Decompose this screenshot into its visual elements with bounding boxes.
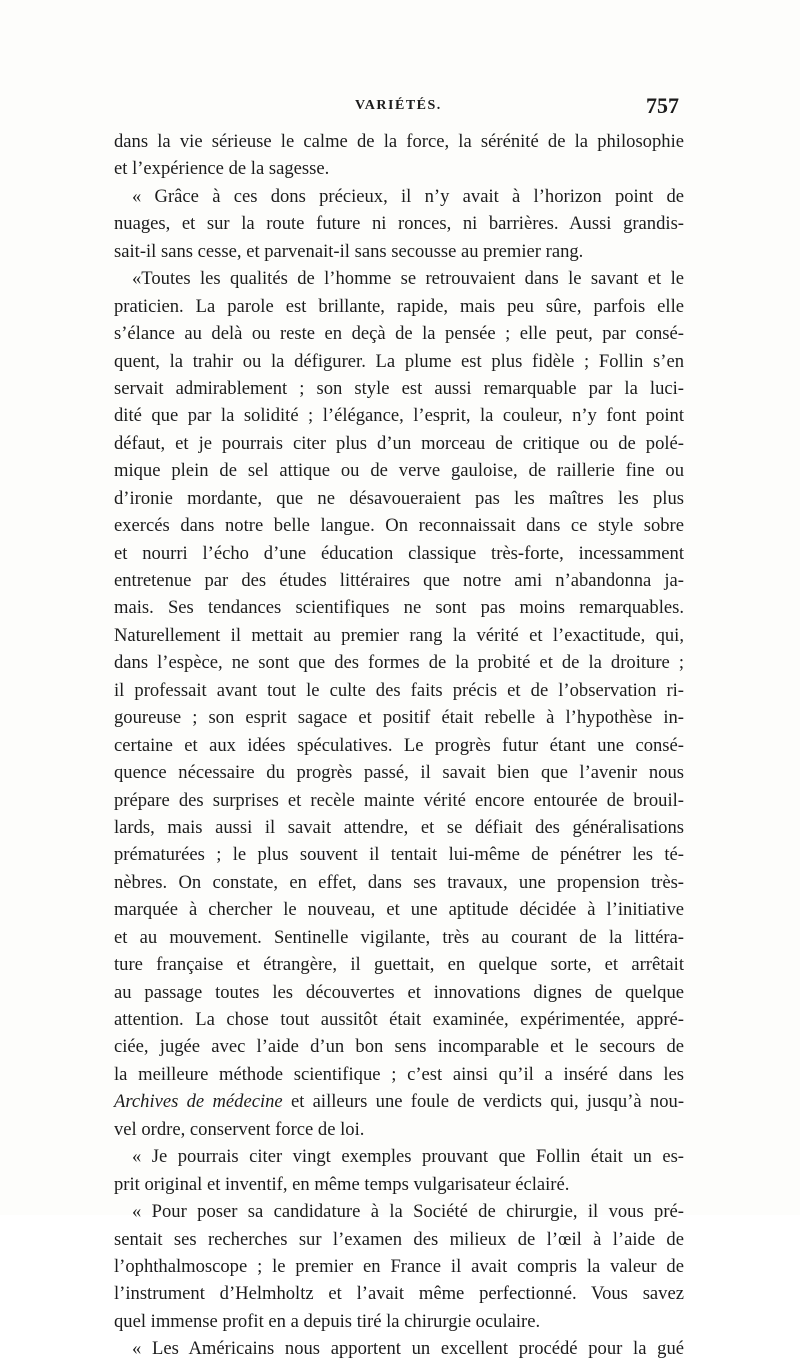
text-line [114,649,684,676]
line-text: mais. Ses tendances scientifiques ne sont pas moins remarquables. [114,597,684,619]
line-text: et ailleurs une foule de verdicts qui, jusqu’à nou- [282,1091,685,1113]
line-text: goureuse ; son esprit sagace et positif était rebelle à l’hypothèse in- [114,707,684,729]
text-line [114,1198,684,1225]
text-line [114,238,684,265]
line-text: mique plein de sel attique ou de verve gauloise, de raillerie fine ou [114,460,684,482]
text-line [114,512,684,539]
line-text: quence nécessaire du progrès passé, il savait bien que l’avenir nous [114,762,684,784]
line-text: « Grâce à ces dons précieux, il n’y avait à l’horizon point de [132,185,684,207]
text-line [114,979,684,1006]
text-line [114,457,684,484]
text-line [114,265,684,292]
text-line [114,183,684,210]
line-text: nèbres. On constate, en effet, dans ses travaux, une propension très- [114,871,684,893]
line-text: prépare des surprises et recèle mainte vérité encore entourée de brouil- [114,789,684,811]
line-text: entretenue par des études littéraires que notre ami n’abandonna ja- [114,570,684,591]
text-line [114,1088,684,1115]
line-text: et au mouvement. Sentinelle vigilante, très au courant de la littéra- [114,926,684,948]
line-text: praticien. La parole est brillante, rapide, mais peu sûre, parfois elle [114,295,684,317]
text-line [114,1226,684,1253]
line-text: exercés dans notre belle langue. On reconnaissait dans ce style sobre [114,515,684,537]
text-line [114,704,684,731]
line-text: défaut, et je pourrais citer plus d’un morceau de critique ou de polé- [114,432,684,454]
running-header [0,93,800,120]
text-line [114,622,684,649]
text-line [114,896,684,923]
text-line [114,869,684,896]
text-line [114,320,684,347]
body-text [114,128,684,1363]
text-line [114,430,684,457]
text-line [114,594,684,621]
line-text: « Les Américains nous apportent un excellent procédé pour la gué [132,1338,684,1360]
line-text: quent, la trahir ou la défigurer. La plume est plus fidèle ; Follin s’en [114,350,684,372]
line-text: ture française et étrangère, il guettait, en quelque sorte, et arrêtait [114,954,684,976]
text-line [114,348,684,375]
text-line [114,951,684,978]
line-text: sentait ses recherches sur l’examen des milieux de l’œil à l’aide de [114,1228,684,1250]
text-line [114,1171,684,1198]
text-line [114,128,684,155]
text-line [114,485,684,512]
text-line [114,1308,684,1335]
text-line [114,1143,684,1170]
line-text: au passage toutes les découvertes et innovations dignes de quelque [114,981,684,1003]
line-text: Naturellement il mettait au premier rang la vérité et l’exactitude, qui, [114,624,684,646]
text-line [114,540,684,567]
text-line [114,210,684,237]
text-line [114,1280,684,1307]
text-line [114,1253,684,1280]
line-text: s’élance au delà ou reste en deçà de la pensée ; elle peut, par consé- [114,323,684,345]
line-text: ciée, jugée avec l’aide d’un bon sens incomparable et le secours de [114,1036,684,1058]
line-text: dité que par la solidité ; l’élégance, l’esprit, la couleur, n’y font point [114,405,684,427]
line-text: l’instrument d’Helmholtz et l’avait même perfectionné. Vous savez [114,1283,684,1305]
text-line [114,732,684,759]
line-text: et l’expérience de la sagesse. [114,158,330,180]
line-text: «Toutes les qualités de l’homme se retrouvaient dans le savant et le [132,268,684,290]
line-text: nuages, et sur la route future ni ronces, ni barrières. Aussi grandis- [114,213,684,235]
line-text: dans l’espèce, ne sont que des formes de la probité et de la droiture ; [114,652,684,674]
text-line [114,155,684,182]
line-text: servait admirablement ; son style est aussi remarquable par la luci- [114,377,684,399]
line-text: prit original et inventif, en même temps vulgarisateur éclairé. [114,1173,570,1195]
text-line [114,924,684,951]
running-title: VARIÉTÉS. [355,98,442,113]
text-line [114,814,684,841]
line-text: la meilleure méthode scientifique ; c’est ainsi qu’il a inséré dans les [114,1063,684,1085]
line-text: dans la vie sérieuse le calme de la force, la sérénité de la philosophie [114,131,684,152]
line-text: certaine et aux idées spéculatives. Le progrès futur étant une consé- [114,734,684,756]
line-text: l’ophthalmoscope ; le premier en France il avait compris la valeur de [114,1255,684,1277]
line-text: prématurées ; le plus souvent il tentait lui-même de pénétrer les té- [114,844,684,866]
line-text: vel ordre, conservent force de loi. [114,1118,365,1140]
line-text: lards, mais aussi il savait attendre, et se défiait des généralisations [114,816,684,838]
text-line [114,759,684,786]
text-line [114,567,684,594]
text-line [114,1033,684,1060]
line-text: d’ironie mordante, que ne désavoueraient pas les maîtres les plus [114,487,684,509]
line-text: il professait avant tout le culte des faits précis et de l’observation ri- [114,679,684,701]
line-text: et nourri l’écho d’une éducation classique très-forte, incessamment [114,542,684,564]
line-text: « Je pourrais citer vingt exemples prouvant que Follin était un es- [132,1146,684,1168]
text-line [114,787,684,814]
text-line [114,375,684,402]
text-line [114,402,684,429]
text-line [114,841,684,868]
text-line [114,1116,684,1143]
text-line [114,1335,684,1362]
text-line [114,1061,684,1088]
line-text: « Pour poser sa candidature à la Société de chirurgie, il vous pré- [132,1201,684,1223]
text-line [114,293,684,320]
page-number: 757 [646,93,679,118]
line-text: marquée à chercher le nouveau, et une aptitude décidée à l’initiative [114,899,684,921]
line-text: quel immense profit en a depuis tiré la chirurgie oculaire. [114,1310,541,1332]
line-text: attention. La chose tout aussitôt était examinée, expérimentée, appré- [114,1009,684,1030]
journal-title-italic: Archives de médecine [114,1091,283,1113]
text-line [114,1006,684,1033]
line-text: sait-il sans cesse, et parvenait-il sans secousse au premier rang. [114,240,584,262]
text-line [114,677,684,704]
